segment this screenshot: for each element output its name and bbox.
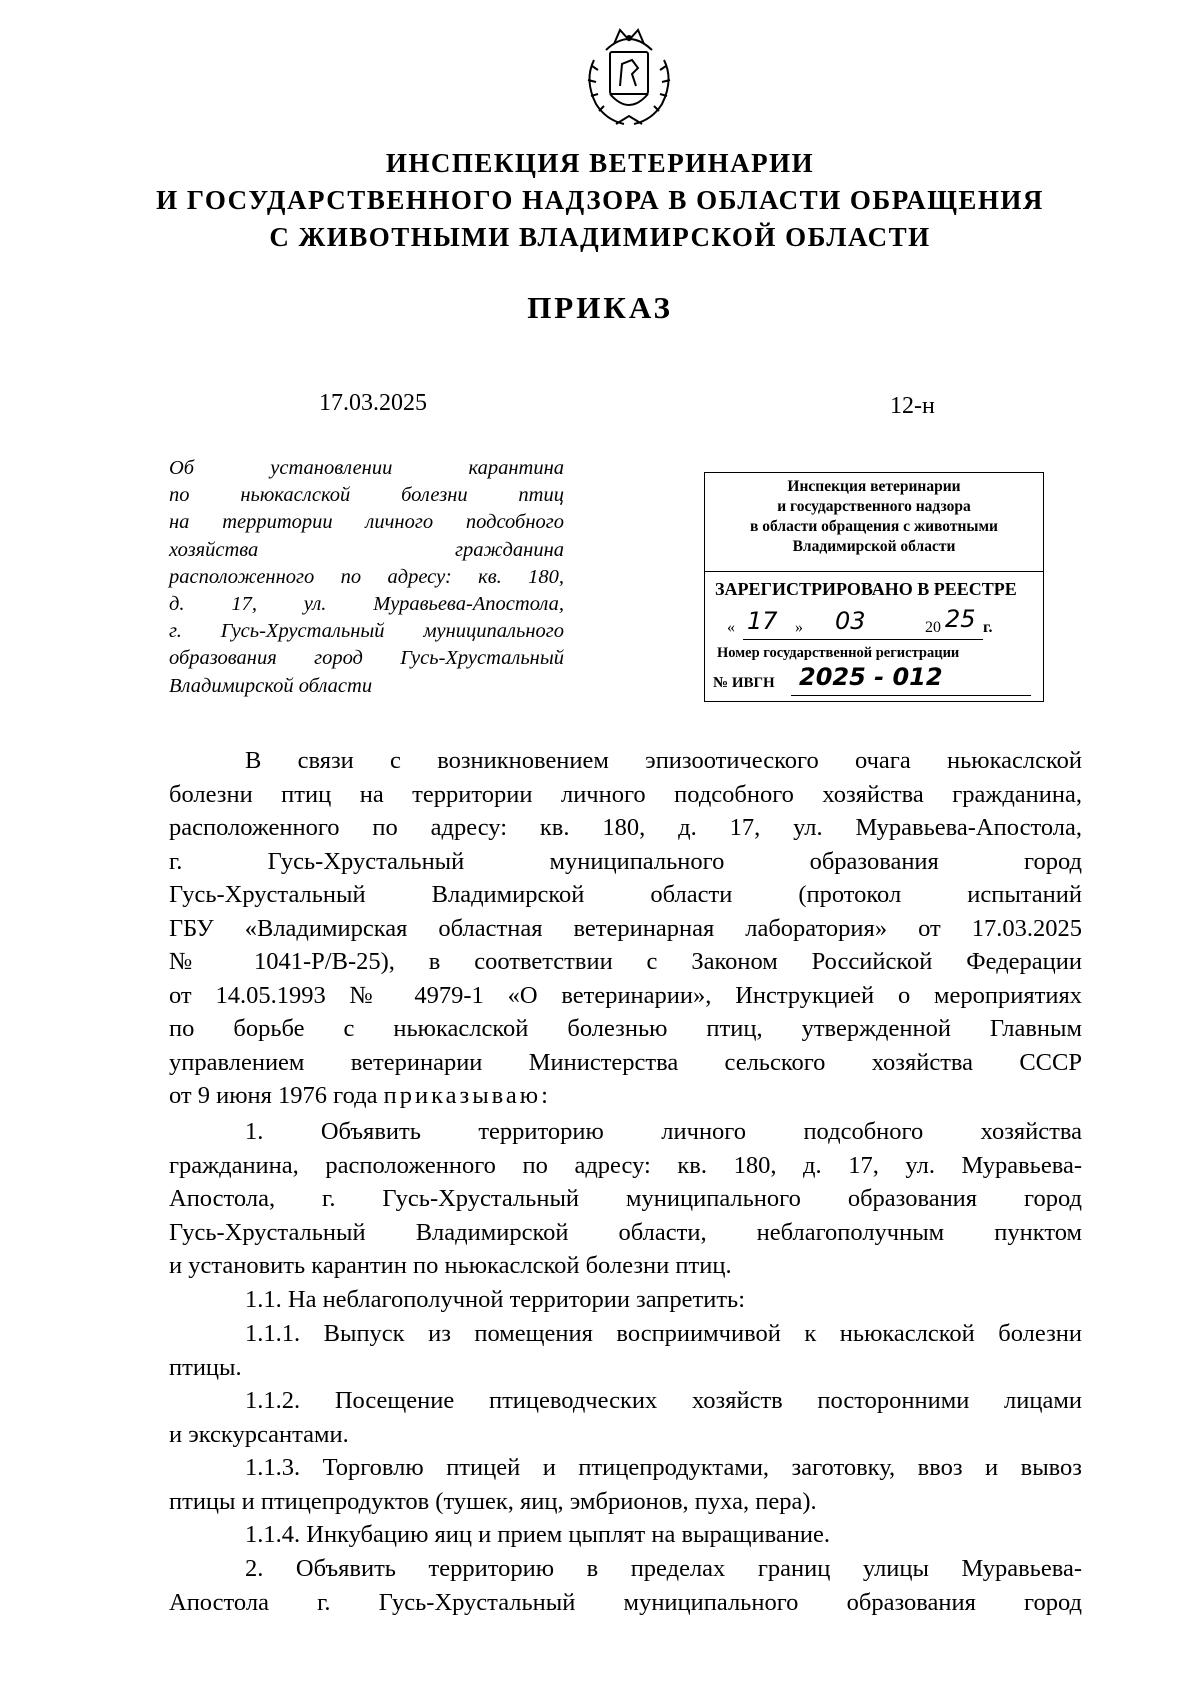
body-line: по борьбе с ньюкаслской болезнью птиц, утвержденной Главным bbox=[169, 1015, 1082, 1042]
body-line: № 1041-Р/В-25), в соответствии с Законом Российской Федерации bbox=[169, 948, 1082, 975]
org-name-line-3: С ЖИВОТНЫМИ ВЛАДИМИРСКОЙ ОБЛАСТИ bbox=[269, 222, 931, 252]
body-line: Гусь-Хрустальный Владимирской области (протокол испытаний bbox=[169, 881, 1082, 908]
intro-last-text: от 9 июня 1976 года bbox=[169, 1082, 378, 1109]
order-word: приказываю: bbox=[383, 1082, 551, 1109]
body-line: болезни птиц на территории личного подсобного хозяйства гражданина, bbox=[169, 780, 1082, 808]
subject-line: по ньюкаслской болезни птиц bbox=[169, 484, 564, 507]
subject-line: д. 17, ул. Муравьева-Апостола, bbox=[169, 593, 564, 616]
stamp-month: 03 bbox=[835, 607, 866, 635]
body-line: от 14.05.1993 № 4979-1 «О ветеринарии», Инструкцией о мероприятиях bbox=[169, 981, 1082, 1009]
stamp-org-line: Владимирской области bbox=[792, 538, 956, 555]
body-line: управлением ветеринарии Министерства сельского хозяйства СССР bbox=[169, 1048, 1082, 1076]
body-line: и установить карантин по ньюкаслской болезни птиц. bbox=[169, 1252, 732, 1279]
item-1-1-3 bbox=[169, 1451, 1082, 1518]
stamp-divider bbox=[705, 571, 1043, 572]
stamp-registered-label: ЗАРЕГИСТРИРОВАНО В РЕЕСТРЕ bbox=[715, 579, 1017, 599]
body-line: ГБУ «Владимирская областная ветеринарная лаборатория» от 17.03.2025 bbox=[169, 914, 1082, 942]
stamp-org-line: в области обращения с животными bbox=[750, 518, 998, 535]
item-1-1-4 bbox=[169, 1518, 1082, 1552]
stamp-org-line: и государственного надзора bbox=[777, 498, 971, 515]
item-1-1 bbox=[169, 1283, 1082, 1317]
body-line: гражданина, расположенного по адресу: кв. 180, д. 17, ул. Муравьева- bbox=[169, 1151, 1082, 1179]
stamp-date-line: « 17 » 03 20 25 г. bbox=[725, 613, 1025, 643]
document-type-title: ПРИКАЗ bbox=[527, 290, 673, 325]
body-line: птицы. bbox=[169, 1353, 242, 1381]
subject-line: г. Гусь-Хрустальный муниципального bbox=[169, 620, 564, 643]
body-line: 1. Объявить территорию личного подсобного хозяйства bbox=[245, 1118, 1082, 1145]
stamp-number-line bbox=[713, 663, 1033, 697]
body-line: птицы и птицепродуктов (тушек, яиц, эмбрионов, пуха, пера). bbox=[169, 1487, 817, 1515]
body-line: Апостола г. Гусь-Хрустальный муниципального образования город bbox=[169, 1588, 1082, 1616]
stamp-number-prefix: № ИВГН bbox=[713, 675, 775, 691]
item-2 bbox=[169, 1552, 1082, 1619]
org-name-line-1: ИНСПЕКЦИЯ ВЕТЕРИНАРИИ bbox=[385, 148, 815, 178]
body-line: 1.1.2. Посещение птицеводческих хозяйств посторонними лицами bbox=[245, 1387, 1082, 1414]
subject-line: хозяйства гражданина bbox=[169, 538, 564, 561]
stamp-day: 17 bbox=[747, 607, 778, 635]
order-date: 17.03.2025 bbox=[319, 390, 427, 416]
stamp-year-suffix: 25 bbox=[945, 605, 976, 633]
body-line: В связи с возникновением эпизоотического очага ньюкаслской bbox=[245, 747, 1082, 774]
body-line: 1.1.3. Торговлю птицей и птицепродуктами, заготовку, ввоз и вывоз bbox=[245, 1454, 1082, 1481]
org-name-line-2: И ГОСУДАРСТВЕННОГО НАДЗОРА В ОБЛАСТИ ОБРАЩЕНИЯ bbox=[156, 185, 1044, 215]
registration-stamp bbox=[704, 472, 1044, 702]
subject-line: на территории личного подсобного bbox=[169, 511, 564, 534]
coat-of-arms-emblem bbox=[576, 20, 682, 130]
body-line: Апостола, г. Гусь-Хрустальный муниципального образования город bbox=[169, 1185, 1082, 1212]
stamp-year-prefix: 20 bbox=[925, 619, 941, 636]
body-line: расположенного по адресу: кв. 180, д. 17, ул. Муравьева-Апостола, bbox=[169, 814, 1082, 841]
body-line: 1.1.4. Инкубацию яиц и прием цыплят на выращивание. bbox=[245, 1521, 830, 1548]
body-line: 2. Объявить территорию в пределах границ улицы Муравьева- bbox=[245, 1555, 1082, 1582]
stamp-year-unit: г. bbox=[983, 619, 993, 636]
body-line: г. Гусь-Хрустальный муниципального образования город bbox=[169, 847, 1082, 875]
stamp-reg-number: 2025 - 012 bbox=[799, 663, 943, 691]
order-number: 12-н bbox=[890, 393, 935, 419]
item-1-1-1 bbox=[169, 1317, 1082, 1384]
item-1 bbox=[169, 1115, 1082, 1283]
body-line bbox=[169, 1079, 1082, 1113]
subject-line: Об установлении карантина bbox=[169, 457, 564, 479]
order-subject bbox=[169, 455, 564, 700]
subject-line: Владимирской области bbox=[169, 674, 373, 697]
item-1-1-2 bbox=[169, 1384, 1082, 1451]
stamp-org-line: Инспекция ветеринарии bbox=[787, 478, 961, 495]
body-line: и экскурсантами. bbox=[169, 1420, 349, 1448]
body-line: Гусь-Хрустальный Владимирской области, неблагополучным пунктом bbox=[169, 1218, 1082, 1246]
body-line: 1.1. На неблагополучной территории запретить: bbox=[245, 1286, 746, 1313]
subject-line: образования город Гусь-Хрустальный bbox=[169, 647, 564, 670]
body-line: 1.1.1. Выпуск из помещения восприимчивой к ньюкаслской болезни bbox=[245, 1320, 1082, 1347]
stamp-org-name bbox=[705, 477, 1043, 557]
stamp-reg-number-label: Номер государственной регистрации bbox=[717, 645, 960, 661]
subject-line: расположенного по адресу: кв. 180, bbox=[169, 565, 564, 588]
intro-paragraph bbox=[169, 744, 1082, 1113]
